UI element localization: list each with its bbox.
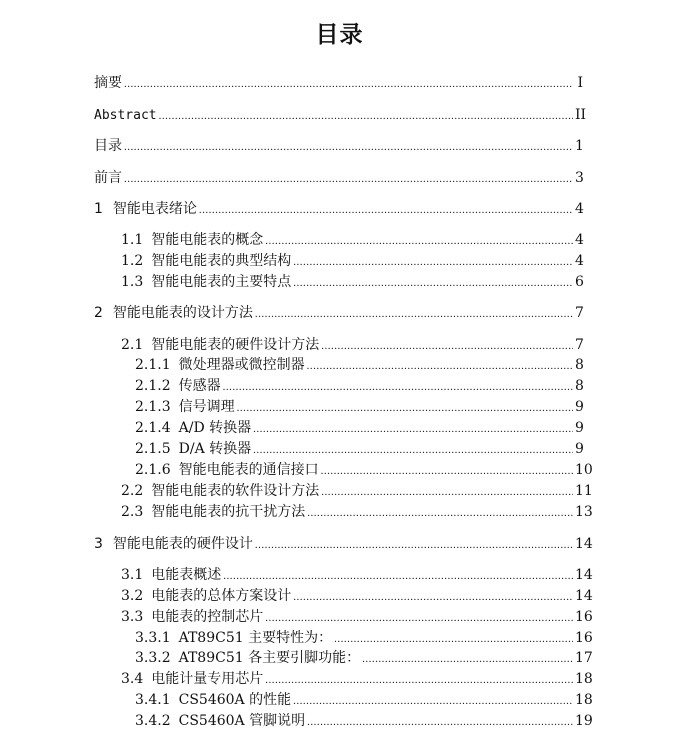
toc-entry-number: 2.3 [121,504,144,520]
toc-entry-number: 2.1.5 [135,441,171,457]
toc-entry-label: 智能电能表的通信接口 [178,462,319,478]
toc-entry-page: 7 [575,305,584,321]
toc-entry-label: 前言 [94,170,122,186]
toc-entry-number: 3.3.2 [135,650,171,666]
toc-entry-label: 智能电能表的抗干扰方法 [151,504,306,520]
toc-entry-label: 智能电表绪论 [112,201,197,217]
toc-entry-2-1-2[interactable] [135,376,583,396]
toc-entry-page: I [577,75,583,91]
toc-entry-page: 3 [575,170,584,186]
dot-leader [255,304,573,324]
toc-entry-2-1-3[interactable] [135,397,583,417]
toc-entry-label: 智能电能表的概念 [151,232,264,248]
toc-entry-contents[interactable] [94,136,583,156]
toc-entry-label: 智能电能表的硬件设计方法 [151,337,320,353]
toc-entry-label: AT89C51 主要特性为： [178,630,333,646]
toc-entry-number: 3.3 [121,609,144,625]
toc-entry-label: 智能电能表的主要特点 [151,274,292,290]
dot-leader [265,670,573,690]
toc-entry-page: 16 [575,609,593,625]
toc-entry-1-2[interactable] [121,251,583,271]
toc-entry-page: 6 [575,274,584,290]
toc-entry-number: 3.4 [121,671,144,687]
toc-entry-label: A/D 转换器 [178,420,252,436]
dot-leader [307,356,573,376]
toc-entry-number: 2.2 [121,483,144,499]
toc-entry-number: 3 [94,536,103,552]
dot-leader [237,398,573,418]
dot-leader [321,336,573,356]
toc-entry-3-3-2[interactable] [135,648,593,668]
toc-entry-label: 智能电能表的设计方法 [112,305,253,321]
toc-entry-page: 7 [575,337,584,353]
toc-entry-3-4-2[interactable] [135,711,593,731]
toc-entry-chapter-2[interactable] [94,303,583,323]
toc-entry-label: 电能表概述 [151,567,222,583]
toc-entry-number: 2.1.4 [135,420,171,436]
toc-entry-label: 传感器 [178,378,221,394]
toc-entry-label: CS5460A 的性能 [178,692,292,708]
toc-entry-page: 9 [575,399,584,415]
dot-leader [362,649,573,669]
toc-entry-number: 2.1.6 [135,462,171,478]
toc-entry-page: 4 [575,232,584,248]
toc-entry-2-2[interactable] [121,481,593,501]
toc-entry-page: II [575,107,587,123]
dot-leader [255,535,573,555]
dot-leader [124,169,573,189]
toc-entry-1-1[interactable] [121,230,583,250]
dot-leader [293,273,573,293]
toc-entry-number: 1.1 [121,232,144,248]
toc-entry-page: 10 [575,462,593,478]
toc-entry-1-3[interactable] [121,272,583,292]
toc-entry-number: 3.3.1 [135,630,171,646]
toc-entry-2-1[interactable] [121,335,583,355]
toc-entry-number: 1.3 [121,274,144,290]
toc-entry-page: 18 [575,692,593,708]
dot-leader [223,377,573,397]
toc-entry-label: 微处理器或微控制器 [178,357,305,373]
toc-entry-label: 智能电能表的硬件设计 [112,536,253,552]
toc-entry-3-3[interactable] [121,607,593,627]
dot-leader [307,503,573,523]
dot-leader [124,137,573,157]
toc-entry-label: 智能电能表的软件设计方法 [151,483,320,499]
toc-entry-label: 电能计量专用芯片 [151,671,264,687]
toc-entry-2-1-4[interactable] [135,418,583,438]
toc-entry-number: 2 [94,305,103,321]
dot-leader [253,440,573,460]
dot-leader [253,419,573,439]
toc-entry-label: D/A 转换器 [178,441,252,457]
toc-entry-page: 9 [575,441,584,457]
dot-leader [307,712,573,732]
toc-entry-page: 18 [575,671,593,687]
toc-entry-3-2[interactable] [121,586,593,606]
toc-entry-number: 1 [94,201,103,217]
toc-entry-2-1-1[interactable] [135,355,583,375]
toc-entry-abstract-cn[interactable] [94,73,583,93]
toc-entry-page: 16 [575,630,593,646]
toc-entry-page: 14 [575,536,593,552]
toc-entry-label: 电能表的控制芯片 [151,609,264,625]
dot-leader [321,461,573,481]
toc-entry-page: 4 [575,253,584,269]
toc-entry-label: CS5460A 管脚说明 [178,713,306,729]
toc-title: 目录 [315,22,364,48]
toc-entry-2-1-5[interactable] [135,439,583,459]
toc-entry-label: 智能电能表的典型结构 [151,253,292,269]
dot-leader [321,482,573,502]
toc-entry-number: 1.2 [121,253,144,269]
toc-entry-label: AT89C51 各主要引脚功能： [178,650,361,666]
toc-entry-number: 3.4.2 [135,713,171,729]
toc-entry-number: 3.1 [121,567,144,583]
dot-leader [124,74,573,94]
toc-entry-chapter-3[interactable] [94,534,593,554]
toc-entry-label: Abstract [94,108,157,123]
toc-entry-page: 8 [575,357,584,373]
toc-entry-label: 摘要 [94,75,122,91]
toc-entry-page: 13 [575,504,593,520]
toc-entry-2-1-6[interactable] [135,460,593,480]
toc-entry-number: 2.1.2 [135,378,171,394]
dot-leader [223,566,573,586]
toc-entry-label: 信号调理 [178,399,235,415]
toc-entry-3-4-1[interactable] [135,690,593,710]
toc-entry-page: 17 [575,650,593,666]
dot-leader [265,231,573,251]
toc-entry-3-1[interactable] [121,565,593,585]
toc-entry-page: 4 [575,201,584,217]
toc-entry-page: 19 [575,713,593,729]
dot-leader [199,200,573,220]
dot-leader [293,587,573,607]
toc-entry-chapter-1[interactable] [94,199,583,219]
toc-entry-3-4[interactable] [121,669,593,689]
dot-leader [293,691,573,711]
toc-entry-abstract-en[interactable] [94,105,587,125]
toc-entry-number: 2.1 [121,337,144,353]
dot-leader [265,608,573,628]
toc-entry-number: 3.2 [121,588,144,604]
toc-entry-page: 14 [575,567,593,583]
toc-entry-page: 8 [575,378,584,394]
dot-leader [159,106,573,126]
toc-entry-page: 1 [575,138,584,154]
toc-entry-number: 3.4.1 [135,692,171,708]
toc-entry-page: 14 [575,588,593,604]
dot-leader [334,629,573,649]
toc-entry-2-3[interactable] [121,502,593,522]
toc-entry-3-3-1[interactable] [135,628,593,648]
dot-leader [293,252,573,272]
toc-entry-preface[interactable] [94,168,583,188]
toc-entry-label: 电能表的总体方案设计 [151,588,292,604]
toc-entry-number: 2.1.3 [135,399,171,415]
toc-entry-label: 目录 [94,138,122,154]
toc-entry-page: 9 [575,420,584,436]
toc-entry-number: 2.1.1 [135,357,171,373]
toc-entry-page: 11 [575,483,593,499]
